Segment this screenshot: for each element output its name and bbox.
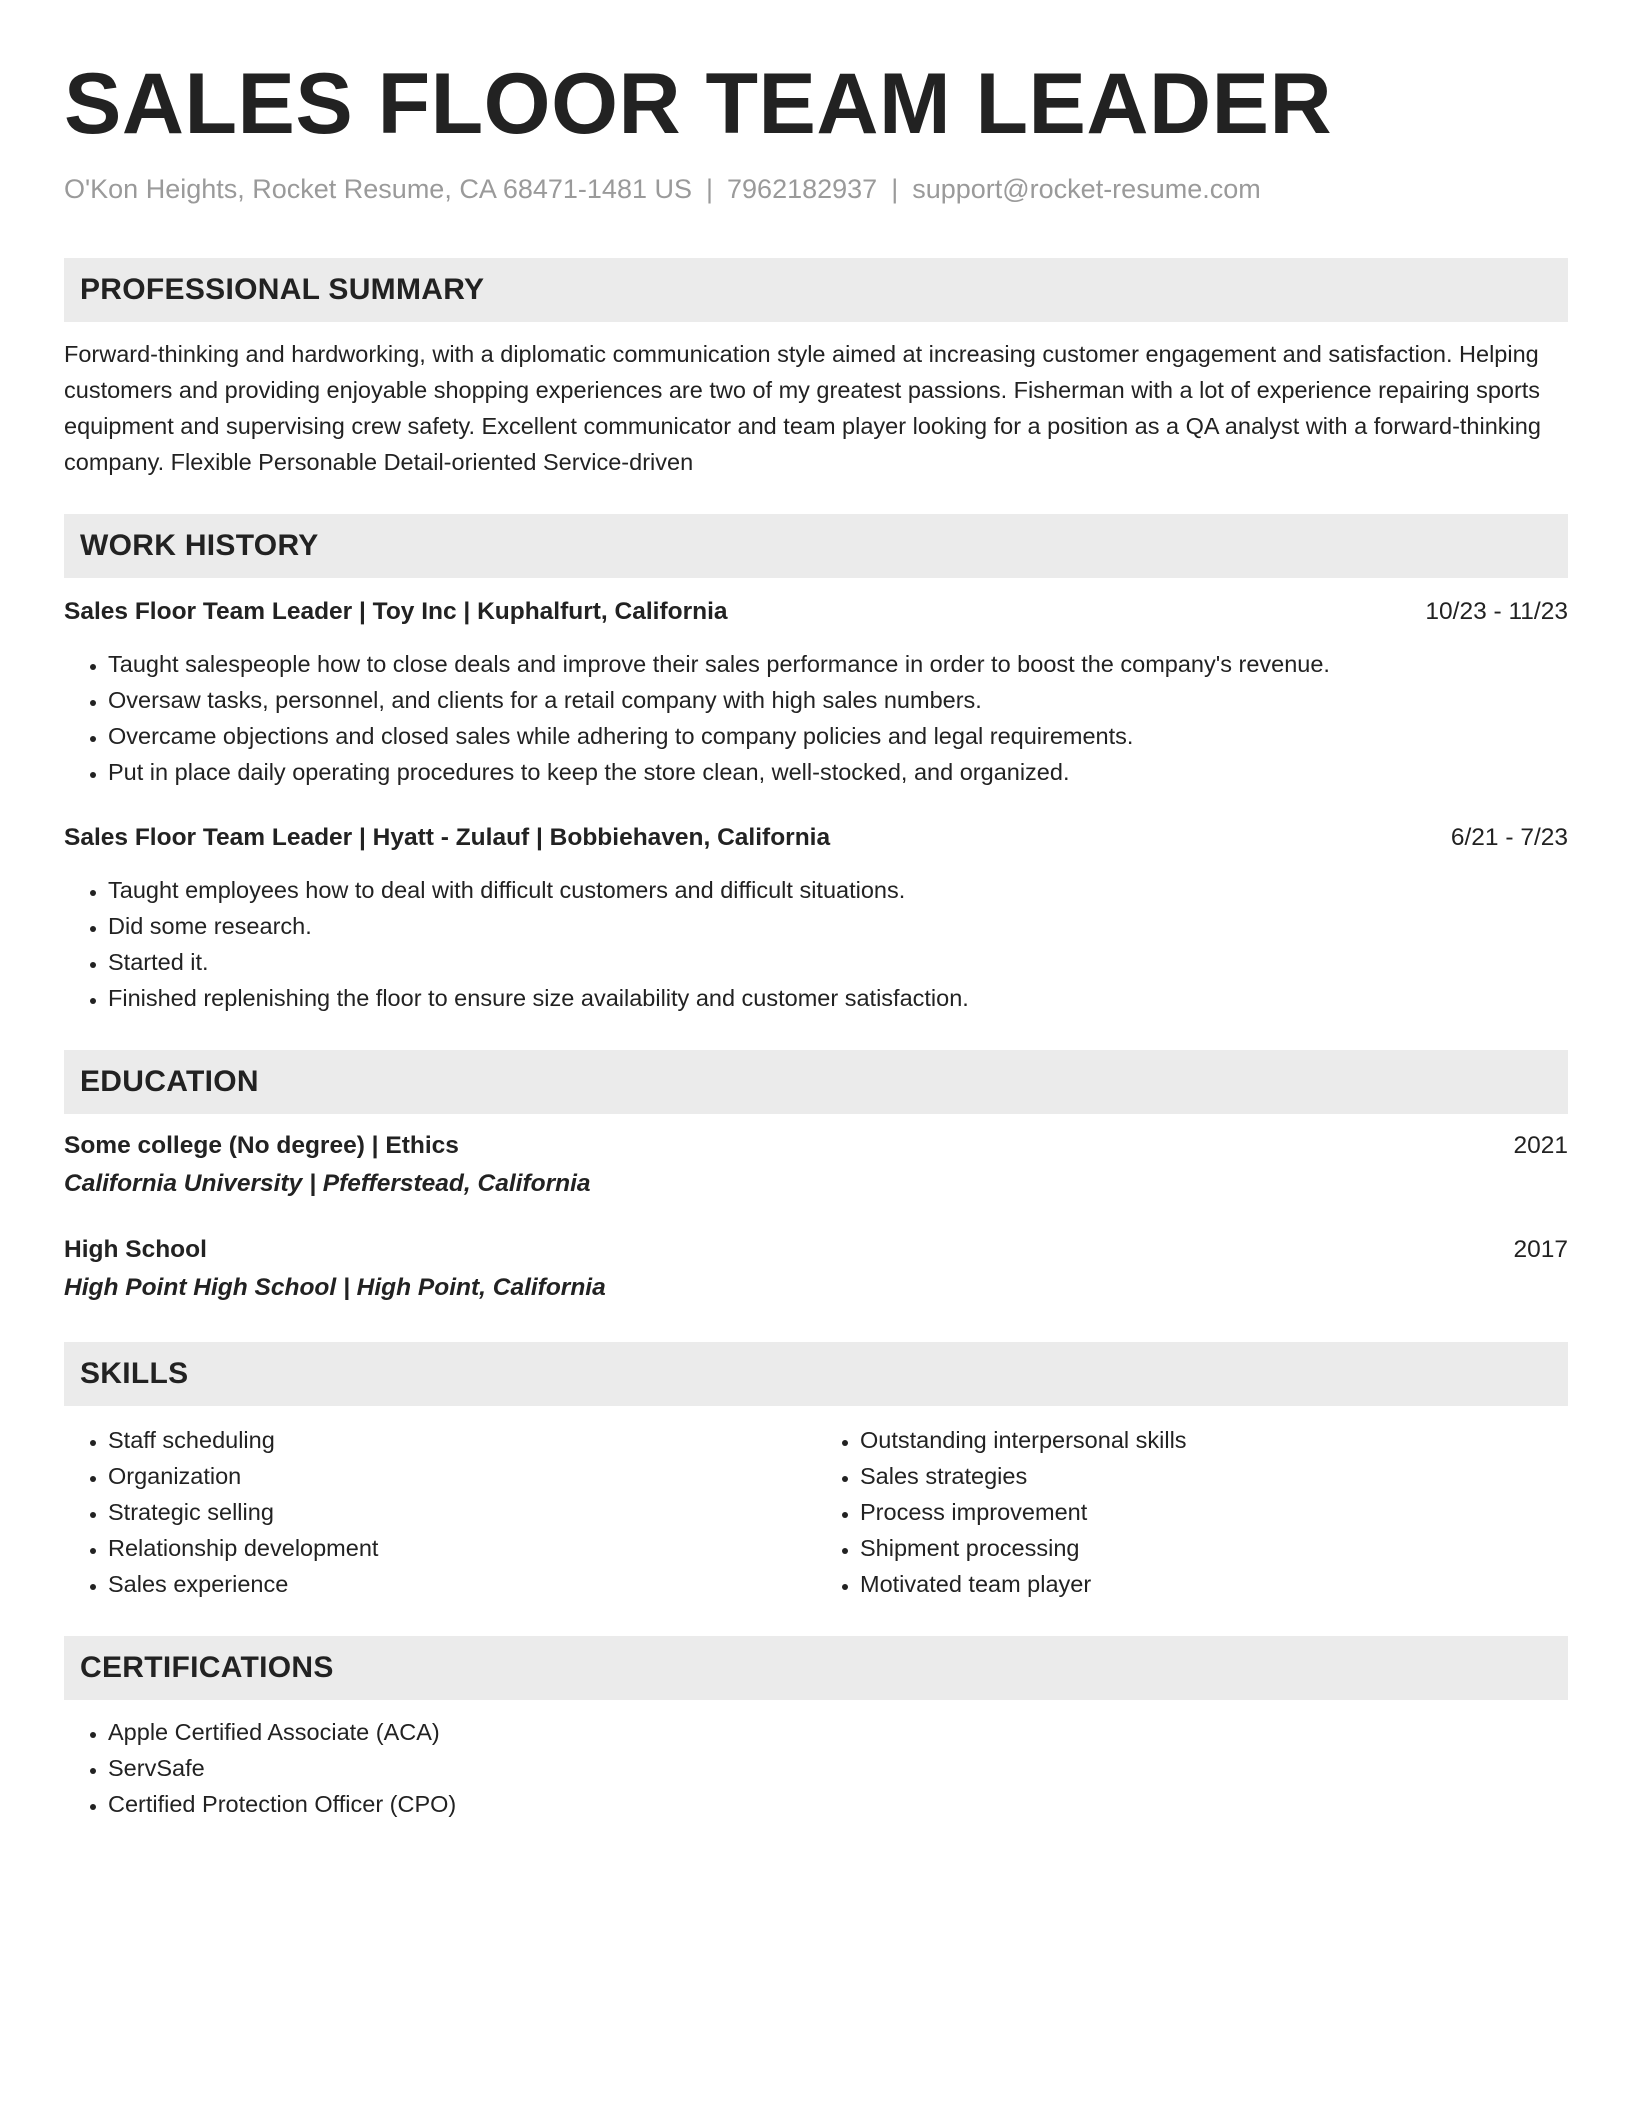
education-school: High Point High School | High Point, California <box>64 1274 606 1301</box>
job-title: Sales Floor Team Leader | Hyatt - Zulauf | Bobbiehaven, California <box>64 824 831 851</box>
skill-item: • Organization <box>108 1458 816 1494</box>
certification-item: • Apple Certified Associate (ACA) <box>108 1714 1568 1750</box>
skill-item: • Strategic selling <box>108 1494 816 1530</box>
contact-separator: | <box>706 174 714 204</box>
skill-item: • Sales strategies <box>860 1458 1568 1494</box>
education-school: California University | Pfefferstead, California <box>64 1170 591 1197</box>
section-heading-certifications: CERTIFICATIONS <box>64 1636 1568 1700</box>
summary-text: Forward-thinking and hardworking, with a diplomatic communication style aimed at increasing customer engagement and satisfaction. Helping customers and providing enjoyable shopping experiences are two of my greatest passions. Fisherman with a lot of experience repairing sports equipment and supervising crew safety. Excellent communicator and team player looking for a position as a QA analyst with a forward-thinking company. Flexible Personable Detail-oriented Service-driven <box>64 341 1541 475</box>
job-bullet: • Finished replenishing the floor to ensure size availability and customer satisfaction. <box>108 980 1568 1016</box>
section-heading-work-history: WORK HISTORY <box>64 514 1568 578</box>
section-heading-education: EDUCATION <box>64 1050 1568 1114</box>
certification-item: • Certified Protection Officer (CPO) <box>108 1786 1568 1822</box>
education-year: 2017 <box>1513 1236 1568 1263</box>
job-bullets <box>64 872 1568 1016</box>
job-dates: 10/23 - 11/23 <box>1425 598 1568 625</box>
education-header <box>64 1128 1568 1164</box>
job-entry <box>64 820 1568 1016</box>
job-bullet: • Taught employees how to deal with difficult customers and difficult situations. <box>108 872 1568 908</box>
certification-item: • ServSafe <box>108 1750 1568 1786</box>
certifications-block <box>64 1714 1568 1822</box>
skill-item: • Process improvement <box>860 1494 1568 1530</box>
skill-item: • Relationship development <box>108 1530 816 1566</box>
skill-item: • Shipment processing <box>860 1530 1568 1566</box>
skills-list-right <box>816 1422 1568 1602</box>
education-entry <box>64 1232 1568 1308</box>
job-bullet: • Started it. <box>108 944 1568 980</box>
section-heading-summary: PROFESSIONAL SUMMARY <box>64 258 1568 322</box>
skills-list-left <box>64 1422 816 1602</box>
contact-phone: 7962182937 <box>727 174 878 204</box>
job-bullet: • Oversaw tasks, personnel, and clients for a retail company with high sales numbers. <box>108 682 1568 718</box>
contact-line <box>64 172 1568 206</box>
certifications-list <box>64 1714 1568 1822</box>
education-degree: Some college (No degree) | Ethics <box>64 1132 459 1159</box>
job-header <box>64 594 1568 630</box>
skills-columns <box>64 1422 1568 1602</box>
job-bullets <box>64 646 1568 790</box>
job-bullet: • Did some research. <box>108 908 1568 944</box>
job-bullet: • Overcame objections and closed sales while adhering to company policies and legal requirements. <box>108 718 1568 754</box>
education-year: 2021 <box>1513 1132 1568 1159</box>
education-entry <box>64 1128 1568 1204</box>
resume-page <box>64 58 1568 1822</box>
education-header <box>64 1232 1568 1268</box>
skill-item: • Outstanding interpersonal skills <box>860 1422 1568 1458</box>
skill-item: • Sales experience <box>108 1566 816 1602</box>
skill-item: • Staff scheduling <box>108 1422 816 1458</box>
section-heading-skills: SKILLS <box>64 1342 1568 1406</box>
job-dates: 6/21 - 7/23 <box>1450 824 1568 851</box>
contact-email: support@rocket-resume.com <box>912 174 1261 204</box>
job-title: Sales Floor Team Leader | Toy Inc | Kuphalfurt, California <box>64 598 728 625</box>
job-entry <box>64 594 1568 790</box>
job-bullet: • Put in place daily operating procedures to keep the store clean, well-stocked, and organized. <box>108 754 1568 790</box>
resume-name: SALES FLOOR TEAM LEADER <box>64 56 1333 152</box>
skill-item: • Motivated team player <box>860 1566 1568 1602</box>
education-degree: High School <box>64 1236 207 1263</box>
job-bullet: • Taught salespeople how to close deals and improve their sales performance in order to boost the company's revenue. <box>108 646 1568 682</box>
job-header <box>64 820 1568 856</box>
contact-address: O'Kon Heights, Rocket Resume, CA 68471-1481 US <box>64 174 692 204</box>
contact-separator: | <box>891 174 899 204</box>
